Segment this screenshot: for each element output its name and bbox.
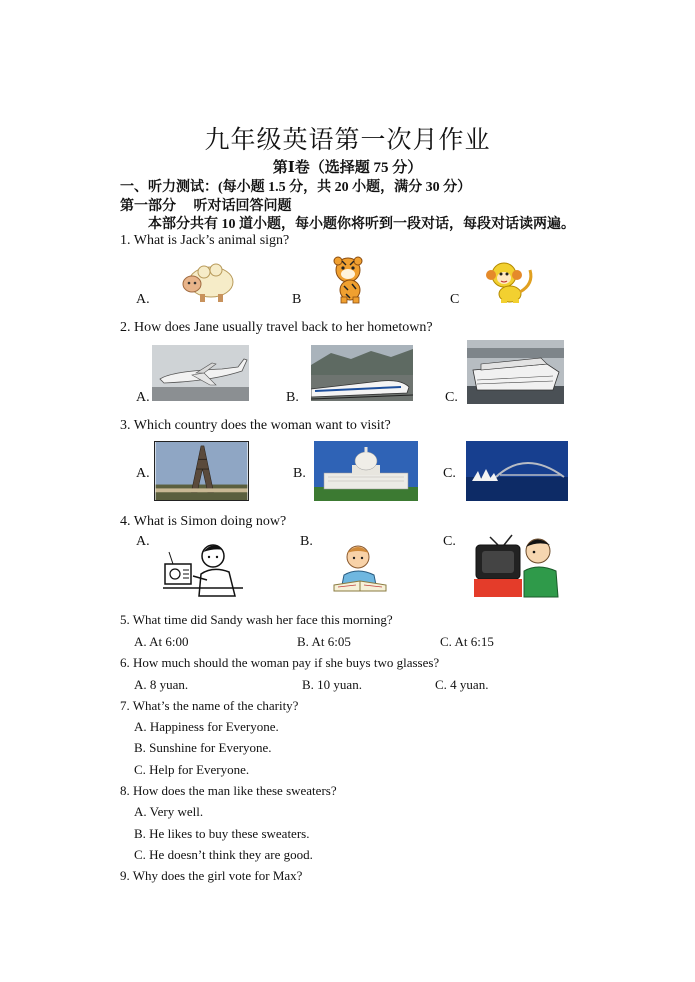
q7-option-b[interactable]: B. Sunshine for Everyone.	[134, 740, 272, 755]
question-6: 6. How much should the woman pay if she buys two glasses?	[120, 655, 440, 670]
boy-watching-tv-drawing	[472, 531, 560, 599]
q1-option-a[interactable]: A.	[136, 292, 150, 307]
sydney-harbour-photo	[466, 441, 568, 501]
q5-option-c[interactable]: C. At 6:15	[440, 634, 494, 649]
section-subtitle: 第Ⅰ卷（选择题 75 分）	[272, 160, 423, 176]
q6-option-c[interactable]: C. 4 yuan.	[435, 677, 489, 692]
q4-option-c[interactable]: C.	[443, 534, 456, 549]
question-2: 2. How does Jane usually travel back to her hometown?	[120, 320, 433, 335]
q8-option-b[interactable]: B. He likes to buy these sweaters.	[134, 826, 310, 841]
q1-option-b[interactable]: B	[292, 292, 302, 307]
airplane-photo	[152, 345, 249, 401]
us-capitol-photo	[314, 441, 418, 501]
tiger-icon	[324, 256, 372, 304]
cruise-ship-photo	[467, 340, 564, 404]
q4-option-b[interactable]: B.	[300, 534, 313, 549]
q4-option-a[interactable]: A.	[136, 534, 150, 549]
question-1: 1. What is Jack’s animal sign?	[120, 233, 290, 248]
question-9: 9. Why does the girl vote for Max?	[120, 868, 303, 883]
q2-option-c[interactable]: C.	[445, 390, 458, 405]
q8-option-a[interactable]: A. Very well.	[134, 804, 204, 819]
sheep-icon	[178, 258, 236, 304]
q7-option-c[interactable]: C. Help for Everyone.	[134, 762, 250, 777]
q8-option-c[interactable]: C. He doesn’t think they are good.	[134, 847, 313, 862]
q5-option-b[interactable]: B. At 6:05	[297, 634, 351, 649]
question-4: 4. What is Simon doing now?	[120, 514, 287, 529]
q3-option-a[interactable]: A.	[136, 466, 150, 481]
q7-option-a[interactable]: A. Happiness for Everyone.	[134, 719, 279, 734]
boy-reading-drawing	[328, 541, 392, 595]
q5-option-a[interactable]: A. At 6:00	[134, 634, 189, 649]
question-8: 8. How does the man like these sweaters?	[120, 783, 337, 798]
q2-option-a[interactable]: A.	[136, 390, 150, 405]
q6-option-a[interactable]: A. 8 yuan.	[134, 677, 189, 692]
listening-heading: 一、听力测试：(每小题 1.5 分，共 20 小题，满分 30 分）	[120, 180, 472, 195]
eiffel-tower-photo	[154, 441, 249, 501]
instruction-text: 本部分共有 10 道小题，每小题你将听到一段对话，每段对话读两遍。	[148, 217, 575, 232]
part-label: 第一部分 听对话回答问题	[120, 199, 292, 214]
q3-option-b[interactable]: B.	[293, 466, 306, 481]
page-title: 九年级英语第一次月作业	[204, 127, 491, 154]
question-7: 7. What’s the name of the charity?	[120, 698, 299, 713]
q6-option-b[interactable]: B. 10 yuan.	[302, 677, 362, 692]
q3-option-c[interactable]: C.	[443, 466, 456, 481]
boy-at-radio-drawing	[163, 540, 245, 598]
high-speed-train-photo	[311, 345, 413, 401]
monkey-icon	[480, 260, 538, 304]
q1-option-c[interactable]: C	[450, 292, 460, 307]
q2-option-b[interactable]: B.	[286, 390, 299, 405]
question-3: 3. Which country does the woman want to visit?	[120, 418, 391, 433]
question-5: 5. What time did Sandy wash her face this morning?	[120, 612, 393, 627]
